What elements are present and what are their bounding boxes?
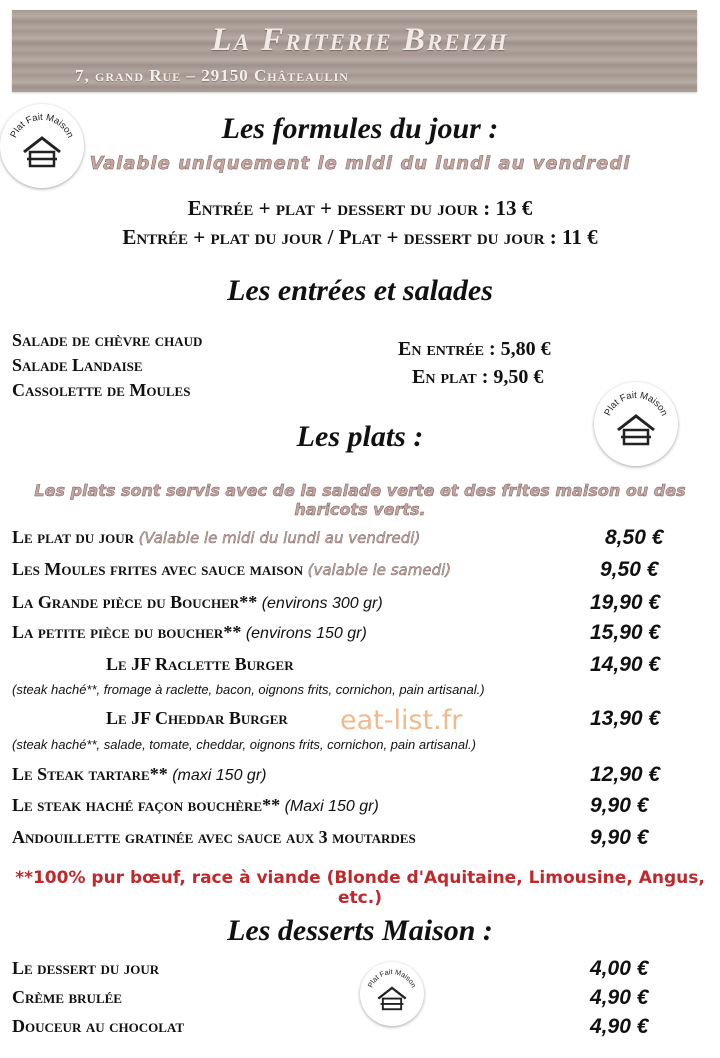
dessert-item: Crème brulée — [12, 987, 122, 1007]
plat-hint: (environs 150 gr) — [245, 625, 367, 642]
entree-item: Salade Landaise — [12, 355, 143, 375]
svg-text:Plat Fait Maison — [602, 390, 669, 418]
dessert-item: Douceur au chocolat — [12, 1016, 184, 1036]
plat-price: 15,90 € — [590, 621, 661, 644]
entree-item: Cassolette de Moules — [12, 380, 191, 400]
plat-name: La Grande pièce du Boucher** — [12, 592, 258, 612]
plat-price: 13,90 € — [590, 707, 661, 730]
plat-hint: (Valable le midi du lundi au vendredi) — [138, 529, 421, 547]
restaurant-address: 7, grand Rue – 29150 Châteaulin — [75, 66, 349, 85]
dessert-price: 4,00 € — [590, 957, 649, 980]
dessert-item: Le dessert du jour — [12, 958, 160, 978]
plat-price: 19,90 € — [590, 591, 661, 614]
plat-name: Le JF Cheddar Burger — [106, 708, 288, 728]
entree-price-plat: En plat : 9,50 € — [412, 366, 544, 388]
plats-title: Les plats : — [296, 420, 424, 453]
plat-fait-maison-badge — [360, 962, 424, 1026]
plat-hint: (valable le samedi) — [307, 561, 452, 579]
plat-name: Andouillette gratinée avec sauce aux 3 moutardes — [12, 827, 416, 847]
plat-name: Le Steak tartare** — [12, 764, 168, 784]
plat-item — [12, 622, 367, 643]
plat-name: Le plat du jour — [12, 527, 135, 547]
plat-name: La petite pièce du boucher** — [12, 622, 242, 642]
formule-line: Entrée + plat + dessert du jour : 13 € — [187, 196, 533, 220]
plat-name: Le steak haché façon bouchère** — [12, 795, 281, 815]
plat-price: 8,50 € — [605, 526, 664, 549]
badge-text: Plat Fait Maison — [8, 111, 76, 140]
formules-note: Valable uniquement le midi du lundi au vendredi — [89, 153, 631, 174]
plat-name: Le JF Raclette Burger — [106, 654, 294, 674]
badge-text: Plat Fait Maison — [602, 389, 670, 418]
plat-name: Les Moules frites avec sauce maison — [12, 559, 304, 579]
plat-item — [12, 764, 266, 785]
svg-text:Plat Fait Maison — [366, 967, 419, 989]
entree-price-entree: En entrée : 5,80 € — [398, 338, 551, 360]
plat-item — [106, 708, 288, 729]
plat-item — [12, 795, 379, 816]
plat-price: 14,90 € — [590, 653, 661, 676]
plat-item — [12, 559, 451, 580]
beef-origin-note: **100% pur bœuf, race à viande (Blonde d'Aquitaine, Limousine, Angus, etc.) — [15, 868, 705, 908]
plats-note: Les plats sont servis avec de la salade verte et des frites maison ou des haricots verts. — [34, 481, 686, 519]
plat-hint: (Maxi 150 gr) — [284, 798, 379, 815]
watermark: eat-list.fr — [340, 705, 463, 736]
entrees-title: Les entrées et salades — [227, 274, 493, 307]
dessert-price: 4,90 € — [590, 1015, 649, 1038]
plat-item — [12, 527, 420, 548]
entree-item: Salade de chèvre chaud — [12, 330, 203, 350]
plat-description: (steak haché**, fromage à raclette, bacon, oignons frits, cornichon, pain artisanal.) — [12, 682, 485, 697]
plat-description: (steak haché**, salade, tomate, cheddar, oignons frits, cornichon, pain artisanal.) — [12, 737, 476, 752]
badge-text: Plat Fait Maison — [365, 967, 419, 989]
plat-price: 9,90 € — [590, 826, 649, 849]
house-logo-icon — [360, 962, 424, 1026]
plat-item — [12, 592, 383, 613]
formules-title: Les formules du jour : — [221, 112, 499, 145]
dessert-price: 4,90 € — [590, 986, 649, 1009]
plat-item — [12, 827, 416, 848]
plat-item — [106, 654, 294, 675]
formule-line: Entrée + plat du jour / Plat + dessert du jour : 11 € — [122, 225, 598, 249]
desserts-title: Les desserts Maison : — [227, 914, 493, 947]
plat-price: 9,90 € — [590, 794, 649, 817]
restaurant-title: La Friterie Breizh — [211, 22, 509, 58]
plat-hint: (maxi 150 gr) — [172, 767, 267, 784]
plat-price: 12,90 € — [590, 763, 661, 786]
plat-hint: (environs 300 gr) — [261, 595, 383, 612]
plat-price: 9,50 € — [600, 558, 659, 581]
